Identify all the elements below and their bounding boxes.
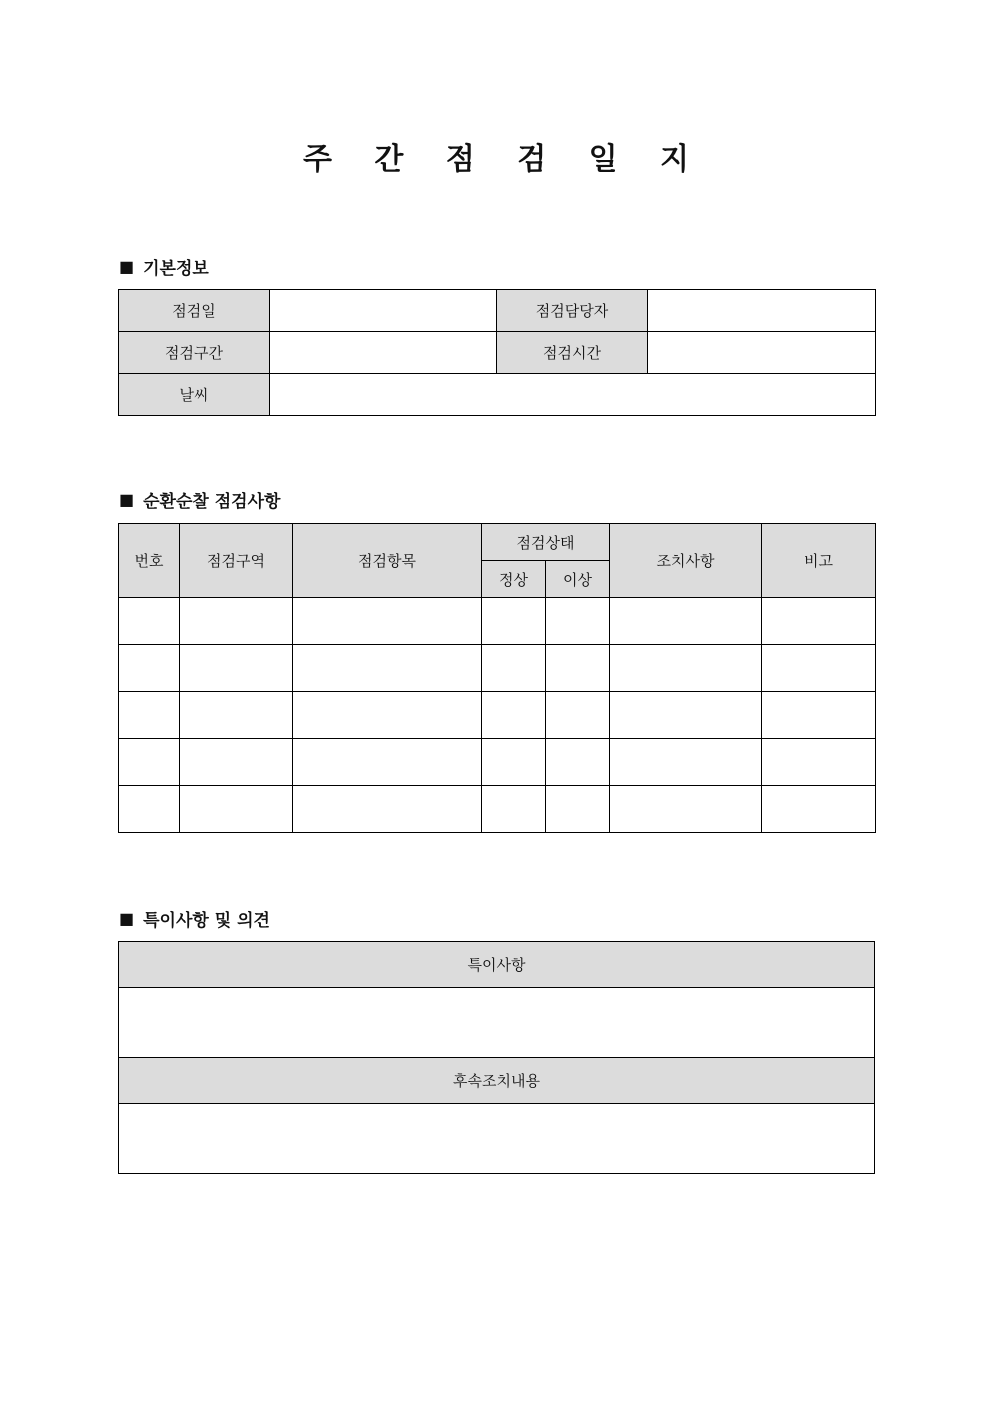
label-inspection-time: 점검시간 xyxy=(497,332,648,374)
cell-remarks[interactable] xyxy=(762,739,876,786)
cell-no[interactable] xyxy=(119,786,180,833)
section-heading-patrol xyxy=(119,487,280,512)
field-inspection-section[interactable] xyxy=(270,332,497,374)
cell-item[interactable] xyxy=(293,786,482,833)
cell-no[interactable] xyxy=(119,645,180,692)
table-row xyxy=(119,645,876,692)
col-header-no: 번호 xyxy=(119,524,180,598)
cell-normal[interactable] xyxy=(482,692,546,739)
cell-item[interactable] xyxy=(293,645,482,692)
square-bullet-icon: ■ xyxy=(119,908,135,928)
cell-remarks[interactable] xyxy=(762,786,876,833)
cell-no[interactable] xyxy=(119,598,180,645)
label-special-notes: 특이사항 xyxy=(119,942,875,988)
section-heading-label: 특이사항 및 의견 xyxy=(143,911,270,931)
table-row xyxy=(119,786,876,833)
field-weather[interactable] xyxy=(270,374,876,416)
cell-item[interactable] xyxy=(293,692,482,739)
label-followup-actions: 후속조치내용 xyxy=(119,1058,875,1104)
cell-normal[interactable] xyxy=(482,739,546,786)
cell-remarks[interactable] xyxy=(762,598,876,645)
cell-area[interactable] xyxy=(180,645,293,692)
cell-abnormal[interactable] xyxy=(546,739,610,786)
table-row xyxy=(119,739,876,786)
cell-abnormal[interactable] xyxy=(546,645,610,692)
notes-table xyxy=(118,941,875,1174)
label-inspector: 점검담당자 xyxy=(497,290,648,332)
col-header-normal: 정상 xyxy=(482,561,546,598)
label-inspection-date: 점검일 xyxy=(119,290,270,332)
cell-area[interactable] xyxy=(180,692,293,739)
label-weather: 날씨 xyxy=(119,374,270,416)
cell-action[interactable] xyxy=(610,739,762,786)
cell-item[interactable] xyxy=(293,598,482,645)
field-inspection-time[interactable] xyxy=(648,332,876,374)
cell-area[interactable] xyxy=(180,598,293,645)
col-header-item: 점검항목 xyxy=(293,524,482,598)
cell-area[interactable] xyxy=(180,786,293,833)
square-bullet-icon: ■ xyxy=(119,256,135,276)
cell-remarks[interactable] xyxy=(762,645,876,692)
section-heading-basic xyxy=(119,254,209,279)
col-header-status: 점검상태 xyxy=(482,524,610,561)
field-followup-actions[interactable] xyxy=(119,1104,875,1174)
col-header-abnormal: 이상 xyxy=(546,561,610,598)
cell-abnormal[interactable] xyxy=(546,786,610,833)
cell-no[interactable] xyxy=(119,739,180,786)
page-title: 주 간 점 검 일 지 xyxy=(302,142,706,177)
field-inspection-date[interactable] xyxy=(270,290,497,332)
field-special-notes[interactable] xyxy=(119,988,875,1058)
cell-item[interactable] xyxy=(293,739,482,786)
cell-normal[interactable] xyxy=(482,598,546,645)
section-heading-notes xyxy=(119,906,270,931)
table-row xyxy=(119,598,876,645)
cell-abnormal[interactable] xyxy=(546,692,610,739)
col-header-area: 점검구역 xyxy=(180,524,293,598)
label-inspection-section: 점검구간 xyxy=(119,332,270,374)
patrol-table xyxy=(118,523,876,833)
basic-info-table xyxy=(118,289,876,416)
cell-area[interactable] xyxy=(180,739,293,786)
square-bullet-icon: ■ xyxy=(119,489,135,509)
cell-no[interactable] xyxy=(119,692,180,739)
col-header-remarks: 비고 xyxy=(762,524,876,598)
cell-action[interactable] xyxy=(610,786,762,833)
cell-normal[interactable] xyxy=(482,645,546,692)
col-header-action: 조치사항 xyxy=(610,524,762,598)
cell-remarks[interactable] xyxy=(762,692,876,739)
cell-action[interactable] xyxy=(610,645,762,692)
field-inspector[interactable] xyxy=(648,290,876,332)
cell-action[interactable] xyxy=(610,692,762,739)
cell-action[interactable] xyxy=(610,598,762,645)
cell-abnormal[interactable] xyxy=(546,598,610,645)
table-row xyxy=(119,692,876,739)
section-heading-label: 순환순찰 점검사항 xyxy=(143,492,281,512)
cell-normal[interactable] xyxy=(482,786,546,833)
section-heading-label: 기본정보 xyxy=(143,259,209,279)
